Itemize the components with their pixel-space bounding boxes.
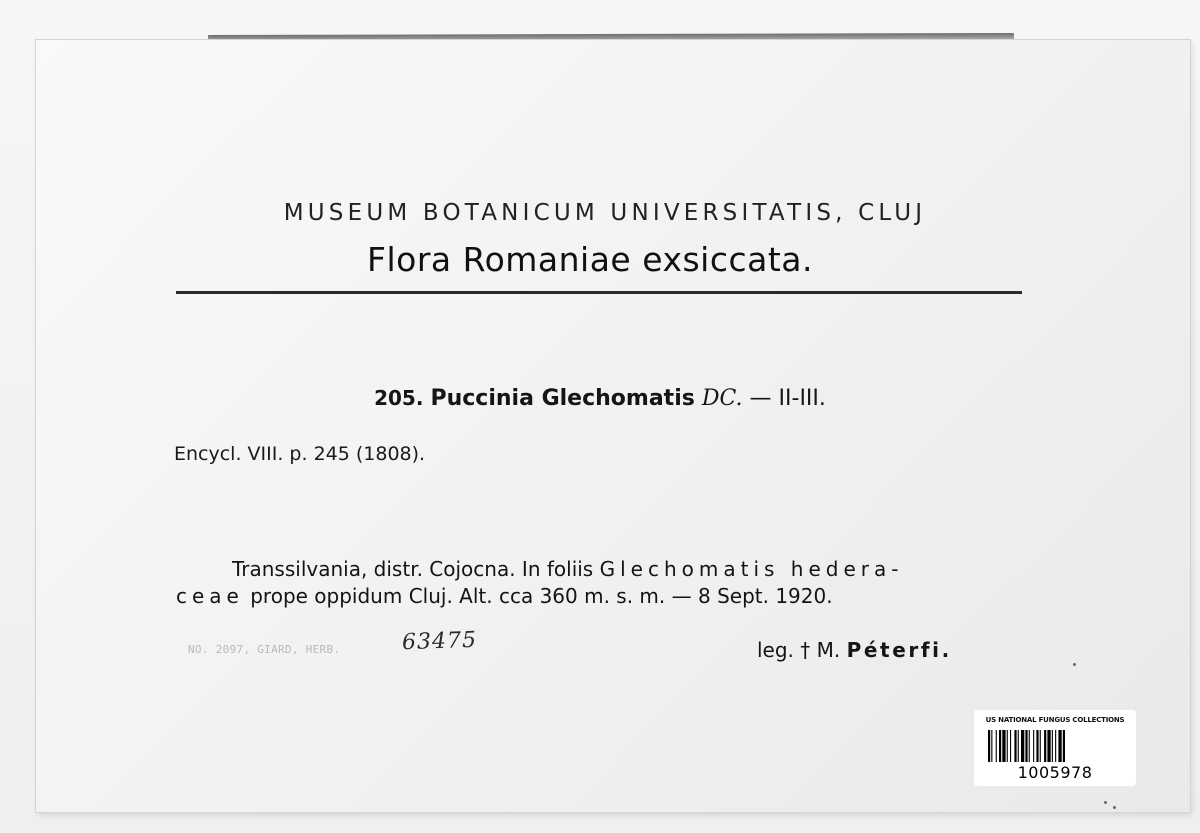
literature-reference: Encycl. VIII. p. 245 (1808). — [174, 443, 426, 465]
collector-name: Péterfi. — [846, 638, 952, 662]
collector-line — [757, 638, 952, 662]
barcode-icon — [988, 730, 1122, 762]
barcode-institution: US NATIONAL FUNGUS COLLECTIONS — [985, 716, 1125, 724]
specimen-number: 205. — [374, 386, 424, 410]
spore-stages: — II-III. — [749, 386, 826, 411]
species-name: Puccinia Glechomatis — [430, 386, 695, 411]
herbarium-stamp: NO. 2097, GIARD, HERB. — [188, 643, 341, 656]
host-name-continued: ceae — [176, 584, 244, 608]
series-title: Flora Romaniae exsiccata. — [367, 240, 813, 279]
locality-line-2 — [176, 584, 833, 608]
barcode-number: 1005978 — [1017, 763, 1093, 782]
locality-text: Transsilvania, distr. Cojocna. In foliis — [232, 557, 600, 581]
locality-details: prope oppidum Cluj. Alt. cca 360 m. s. m. — 8 Sept. 1920. — [243, 584, 833, 608]
host-name: Glechomatis hedera- — [599, 557, 904, 581]
museum-heading: MUSEUM BOTANICUM UNIVERSITATIS, CLUJ — [283, 200, 927, 226]
herbarium-label — [36, 40, 1190, 812]
collector-prefix: leg. † M. — [757, 638, 847, 662]
paper-speck — [1104, 801, 1107, 804]
barcode-label — [974, 710, 1136, 786]
locality-line-1 — [232, 557, 903, 581]
paper-speck — [1113, 806, 1116, 809]
species-line — [200, 386, 1000, 411]
species-author: DC. — [701, 386, 743, 411]
paper-speck — [1073, 663, 1076, 666]
header-divider — [176, 291, 1022, 294]
handwritten-accession-number: 63475 — [401, 627, 478, 656]
